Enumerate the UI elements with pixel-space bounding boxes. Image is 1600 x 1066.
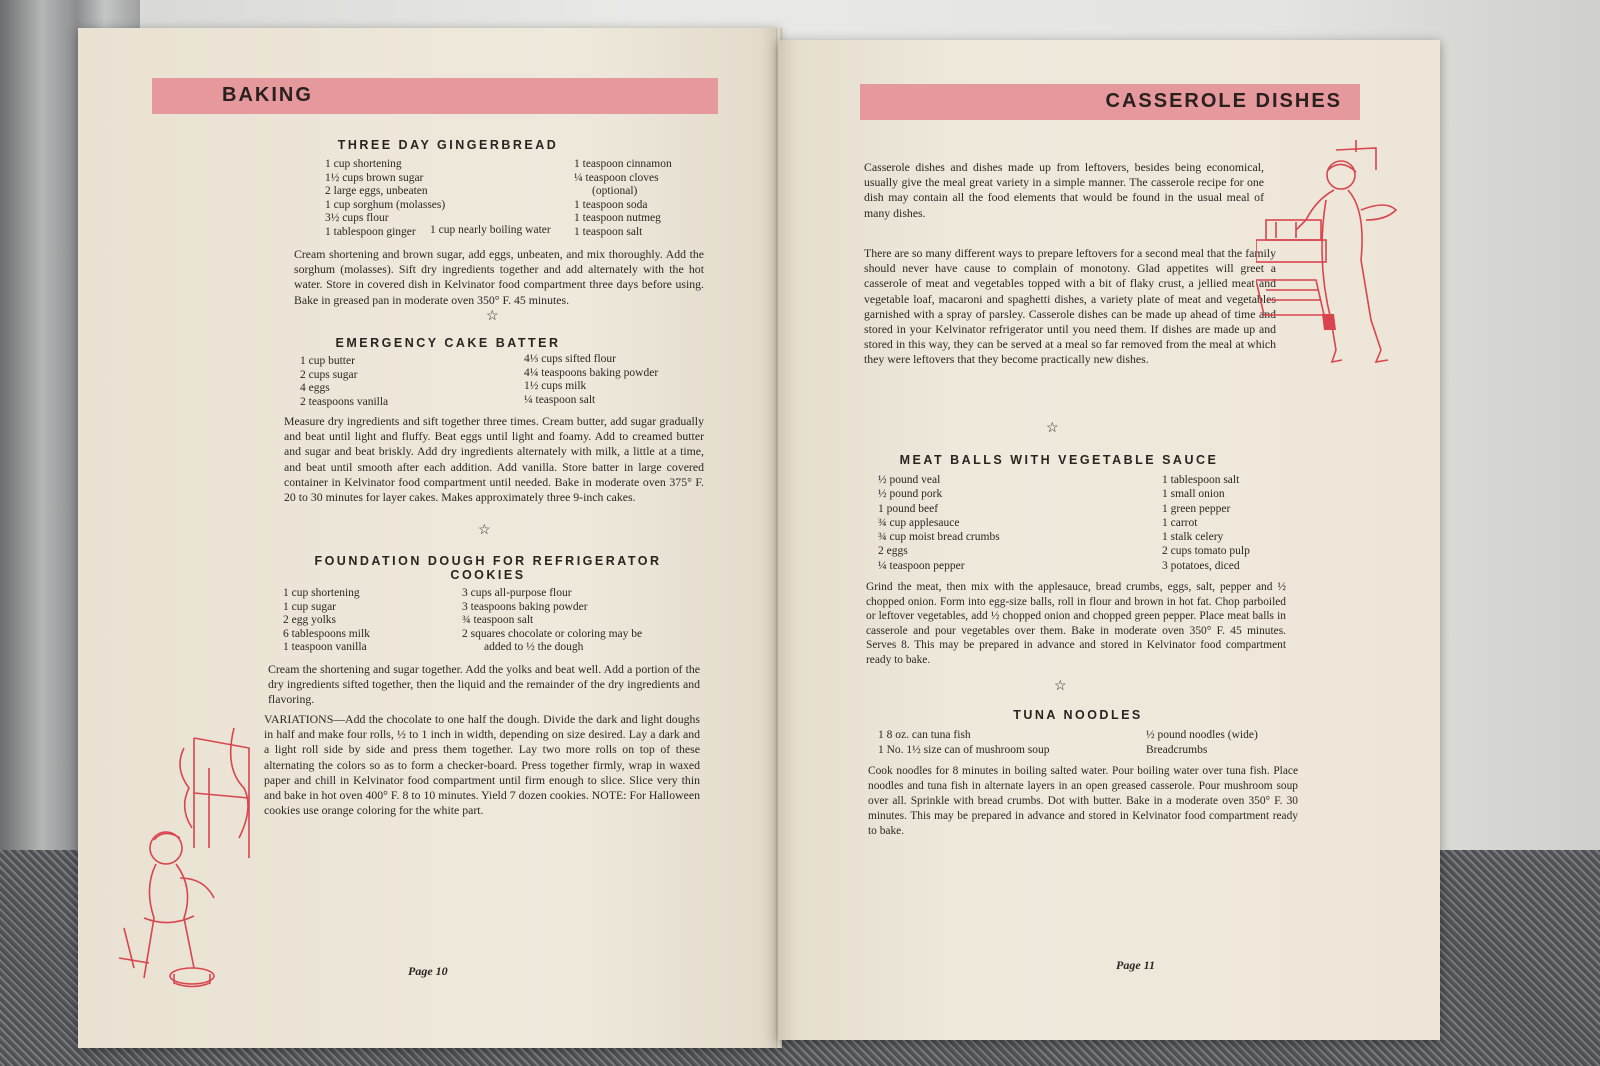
ingredient-item: ¾ cup applesauce: [878, 516, 960, 529]
ingredient-item: 1 tablespoon salt: [1162, 474, 1240, 486]
ingredient-item: 1 pound beef: [878, 502, 939, 515]
star-divider: ☆: [1054, 679, 1067, 694]
ingredient-list: [462, 587, 642, 655]
recipe-method: Grind the meat, then mix with the applesauce, bread crumbs, eggs, salt, pepper and ½ chopped onion. Form into egg-size balls, roll in flour and brown in hot fat. Chop parboiled or leftover vegetables, add ½ chopped onion and chopped green pepper. Place meat balls in casserole and pour vegetables over them. Bake in moderate oven 350° F. 45 minutes. Serves 8. This may be prepared in advance and stored in Kelvinator food compartment ready to bake.: [866, 581, 1286, 666]
section-banner: [152, 78, 718, 114]
ingredient-item: 4⅓ cups sifted flour: [524, 353, 616, 365]
ingredient-item: 1 teaspoon vanilla: [283, 641, 367, 654]
left-page: [78, 28, 780, 1048]
ingredient-item: 1 tablespoon ginger: [325, 225, 416, 238]
intro-paragraph: Casserole dishes and dishes made up from leftovers, besides being economical, usually give the meal great variety in a simple manner. The casserole recipe for one dish may contain all the food elements that would be found in the usual meal of many dishes.: [864, 160, 1264, 220]
illustration-woman-cooking: [114, 728, 254, 998]
ingredient-list: [1146, 728, 1258, 757]
ingredient-item: 3 teaspoons baking powder: [462, 600, 588, 613]
ingredient-item: 1 teaspoon salt: [574, 225, 643, 238]
intro-paragraph: There are so many different ways to prepare leftovers for a second meal that the family should never have cause to complain of monotony. Glad appetites will greet a casserole of meat and vegetables topped with a bit of flaky crust, a jellied meat and vegetable loaf, macaroni and spaghetti dishes, a variety plate of meat and vegetables garnished with a spray of parsley. Casserole dishes can be made up ahead of time and stored in your Kelvinator refrigerator until you need them. If dishes are made up and stored in this way, they can be served at a meal so far removed from the meal at which they were leftovers that they become practically new dishes.: [864, 246, 1276, 367]
ingredient-item: ¾ cup moist bread crumbs: [878, 531, 1000, 544]
recipe-method: Measure dry ingredients and sift together three times. Cream butter, add sugar gradually and beat until light and fluffy. Beat eggs until light and foamy. Add to creamed butter and sugar and beat briskly. Add dry ingredients alternately with milk, a little at a time, and beat until smooth after each addition. Add vanilla. Store batter in large covered container in Kelvinator food compartment until needed. Bake in moderate oven 375° F. 20 to 30 minutes for layer cakes. Makes approximately three 9-inch cakes.: [284, 414, 704, 505]
star-divider: ☆: [478, 523, 491, 538]
recipe-title: COOKIES: [450, 568, 526, 582]
ingredient-item: 1 teaspoon nutmeg: [574, 212, 661, 225]
ingredient-item: 1 small onion: [1162, 488, 1225, 501]
ingredient-item: 1 cup butter: [300, 355, 355, 367]
ingredient-item: 1 cup sorghum (molasses): [325, 198, 446, 211]
illustration-woman-refrigerator: [1256, 140, 1406, 365]
ingredient-item: 4¼ teaspoons baking powder: [524, 366, 659, 379]
ingredient-item: 1 cup shortening: [325, 158, 402, 170]
ingredient-item: 3 potatoes, diced: [1162, 559, 1240, 572]
ingredient-item: 1½ cups brown sugar: [325, 171, 424, 184]
section-banner: [860, 84, 1360, 120]
ingredient-list: [1162, 473, 1250, 573]
recipe-variations: VARIATIONS—Add the chocolate to one half the dough. Divide the dark and light doughs in half and make four rolls, ½ to 1 inch in width, depending on size desired. Lay a dark and a light roll side by side and press them together. Lay two more rolls on top of these alternating the colors so as to form a checker-board. Press together firmly, wrap in waxed paper and chill in Kelvinator food compartment until firm enough to slice. Slice very thin and bake in hot oven 400° F. 8 to 10 minutes. Yield 7 dozen cookies. NOTE: For Halloween cookies use orange coloring for the white part.: [264, 712, 700, 818]
recipe-method: Cream shortening and brown sugar, add eggs, unbeaten, and mix thoroughly. Add the sorghum (molasses). Sift dry ingredients together and add alternately with the hot water. Store in covered dish in Kelvinator food compartment three days before using. Bake in greased pan in moderate oven 350° F. 45 minutes.: [294, 247, 704, 307]
ingredient-item: added to ½ the dough: [484, 641, 584, 654]
ingredient-item: 1 cup sugar: [283, 600, 337, 613]
page-number: Page 11: [1116, 958, 1155, 972]
ingredient-item: 1 teaspoon soda: [574, 198, 648, 211]
right-page: [778, 40, 1440, 1040]
ingredient-item: (optional): [592, 185, 638, 198]
ingredient-item: 2 cups sugar: [300, 368, 358, 381]
ingredient-item: 1 teaspoon cinnamon: [574, 158, 672, 170]
ingredient-item: 4 eggs: [300, 382, 330, 395]
ingredient-item: ¼ teaspoon salt: [524, 393, 596, 406]
star-divider: ☆: [486, 309, 499, 324]
ingredient-item: 2 egg yolks: [283, 614, 337, 627]
ingredient-item: 1 cup shortening: [283, 587, 360, 599]
ingredient-item: 1 8 oz. can tuna fish: [878, 729, 971, 741]
ingredient-item: 2 squares chocolate or coloring may be: [462, 627, 643, 640]
ingredient-item: ¾ teaspoon salt: [462, 614, 534, 627]
ingredient-item: 3 cups all-purpose flour: [462, 587, 572, 599]
recipe-title: FOUNDATION DOUGH FOR REFRIGERATOR: [314, 554, 662, 568]
ingredient-item: 6 tablespoons milk: [283, 627, 370, 640]
section-title: BAKING: [222, 84, 313, 106]
ingredient-item: Breadcrumbs: [1146, 743, 1208, 756]
ingredient-list: [878, 473, 1000, 573]
ingredient-item: 3½ cups flour: [325, 212, 389, 225]
section-title: CASSEROLE DISHES: [1105, 90, 1342, 112]
ingredient-item: 2 teaspoons vanilla: [300, 395, 389, 408]
ingredient-item: ½ pound veal: [878, 474, 941, 486]
ingredient-item: 1 cup nearly boiling water: [430, 224, 551, 236]
recipe-title: TUNA NOODLES: [1013, 708, 1143, 722]
ingredient-item: 1½ cups milk: [524, 380, 587, 393]
ingredient-list: [325, 158, 445, 240]
recipe-method: Cream the shortening and sugar together. Add the yolks and beat well. Add a portion of the dry ingredients sifted together, then the liquid and the remainder of the dry ingredients and flavoring.: [268, 662, 700, 707]
ingredient-item: ½ pound noodles (wide): [1146, 729, 1258, 741]
ingredient-item: ½ pound pork: [878, 488, 943, 501]
recipe-method: Cook noodles for 8 minutes in boiling salted water. Pour boiling water over tuna fish. Place noodles and tuna fish in alternate layers in an open greased casserole. Pour mushroom soup over all. Sprinkle with bread crumbs. Dot with butter. Bake in a moderate oven 350° F. 30 minutes. This may be prepared in advance and stored in Kelvinator food compartment ready to bake.: [868, 765, 1298, 837]
ingredient-item: 2 large eggs, unbeaten: [325, 185, 428, 198]
ingredient-item: 2 eggs: [878, 545, 908, 558]
ingredient-list: [283, 587, 370, 655]
ingredient-list: [878, 728, 1050, 757]
ingredient-item: 1 stalk celery: [1162, 531, 1224, 544]
ingredient-item: ¼ teaspoon pepper: [878, 559, 965, 572]
ingredient-item: 1 green pepper: [1162, 502, 1231, 515]
ingredient-item: 2 cups tomato pulp: [1162, 545, 1250, 558]
recipe-title: THREE DAY GINGERBREAD: [337, 138, 559, 152]
recipe-title: EMERGENCY CAKE BATTER: [335, 336, 561, 350]
ingredient-list: [524, 353, 658, 407]
ingredient-item: 1 No. 1½ size can of mushroom soup: [878, 743, 1050, 756]
ingredient-item: 1 carrot: [1162, 516, 1198, 529]
star-divider: ☆: [1046, 421, 1059, 436]
recipe-title: MEAT BALLS WITH VEGETABLE SAUCE: [899, 453, 1219, 467]
ingredient-item: ¼ teaspoon cloves: [574, 171, 659, 184]
ingredient-list: [574, 158, 672, 240]
page-number: Page 10: [408, 964, 448, 978]
ingredient-list: [300, 355, 388, 409]
